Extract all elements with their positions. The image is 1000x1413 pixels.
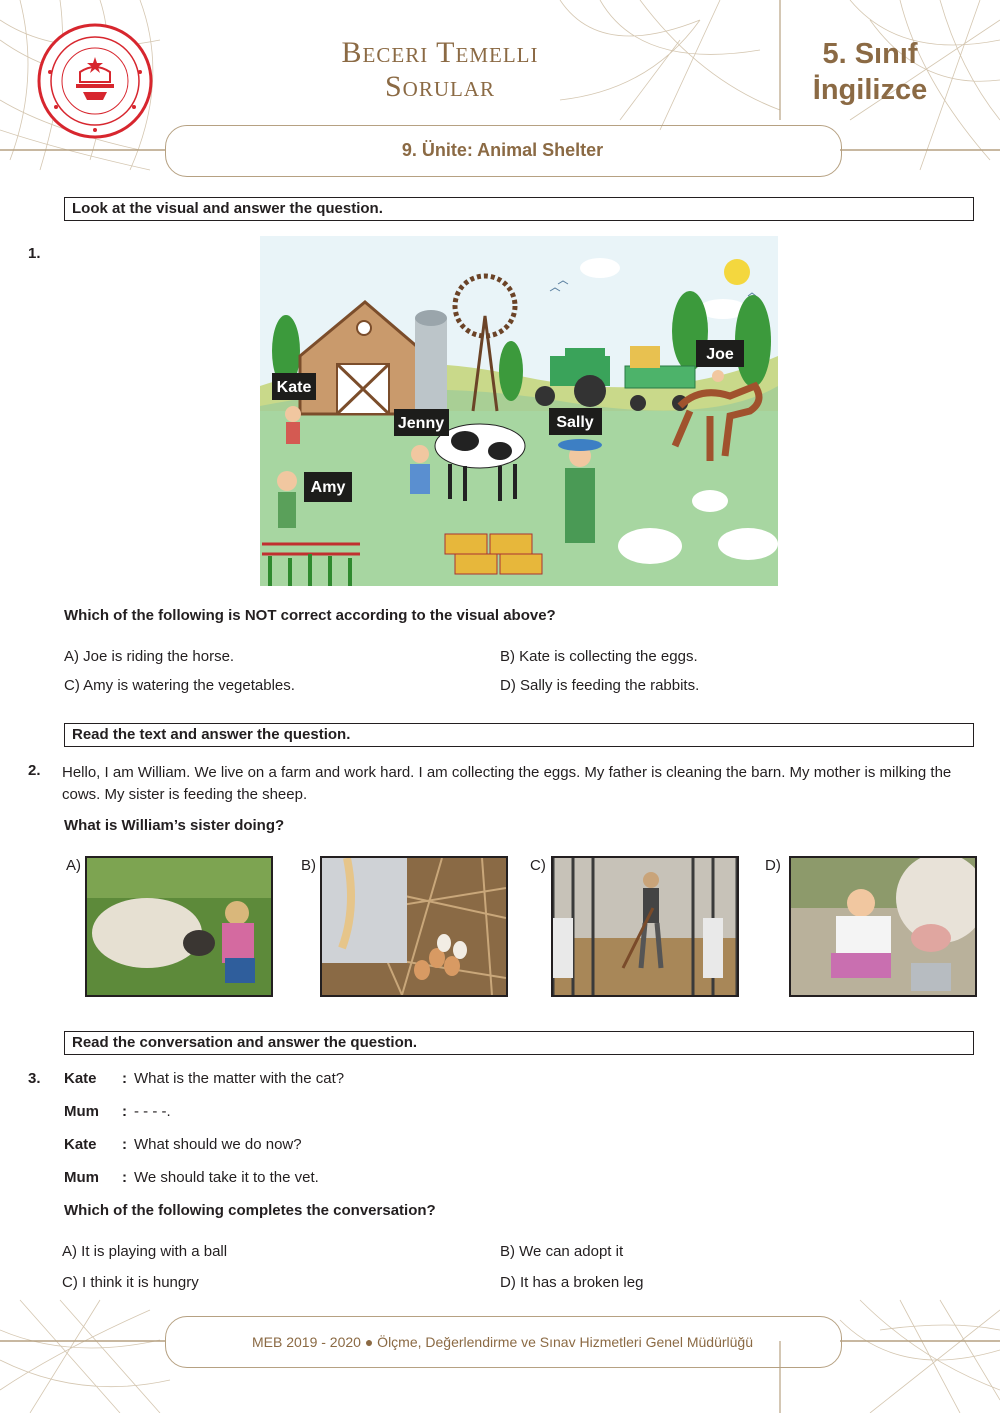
name-amy: Amy	[310, 479, 346, 496]
option-3d[interactable]: D) It has a broken leg	[500, 1274, 644, 1291]
option-3a[interactable]: A) It is playing with a ball	[62, 1243, 228, 1260]
colon-4: :	[122, 1169, 127, 1186]
photo-milking-cow[interactable]	[789, 856, 977, 997]
speaker-3: Kate	[64, 1136, 97, 1153]
colon-2: :	[122, 1103, 127, 1120]
question-number-2: 2.	[28, 762, 41, 779]
option-1a[interactable]: A) Joe is riding the horse.	[64, 648, 235, 665]
question-1-text: Which of the following is NOT correct according to the visual above?	[64, 607, 556, 624]
brand-line-2: Sorular	[384, 70, 496, 103]
grade-line-1: 5. Sınıf	[822, 38, 918, 70]
photo-label-b: B)	[301, 857, 316, 874]
option-1d[interactable]: D) Sally is feeding the rabbits.	[500, 677, 700, 694]
name-joe: Joe	[706, 346, 734, 363]
name-kate: Kate	[276, 379, 312, 396]
ministry-seal-logo	[36, 22, 154, 140]
option-1b[interactable]: B) Kate is collecting the eggs.	[500, 648, 698, 665]
colon-1: :	[122, 1070, 127, 1087]
footer-text: MEB 2019 - 2020 ● Ölçme, Değerlendirme ve Sınav Hizmetleri Genel Müdürlüğü	[251, 1334, 753, 1350]
speaker-1: Kate	[64, 1070, 97, 1087]
brand-line-1: Beceri Temelli	[341, 36, 539, 69]
sun-icon	[724, 259, 750, 285]
unit-title: 9. Ünite: Animal Shelter	[401, 140, 604, 160]
photo-label-d: D)	[765, 857, 781, 874]
option-3b[interactable]: B) We can adopt it	[500, 1243, 624, 1260]
farm-illustration	[260, 236, 778, 586]
question-2-text: What is William’s sister doing?	[64, 817, 285, 834]
name-sally: Sally	[556, 414, 594, 431]
grade-title	[790, 36, 950, 108]
colon-3: :	[122, 1136, 127, 1153]
line-3: What should we do now?	[134, 1136, 302, 1153]
instruction-box-3: Read the conversation and answer the question.	[64, 1031, 974, 1055]
question-3-text: Which of the following completes the conversation?	[64, 1202, 436, 1219]
photo-girl-feeding-sheep[interactable]	[85, 856, 273, 997]
photo-label-c: C)	[530, 857, 546, 874]
brand-title	[300, 36, 580, 104]
photo-label-a: A)	[66, 857, 81, 874]
line-1: What is the matter with the cat?	[134, 1070, 345, 1087]
name-jenny: Jenny	[397, 415, 445, 432]
line-4: We should take it to the vet.	[134, 1169, 319, 1186]
photo-cleaning-barn[interactable]	[551, 856, 739, 997]
instruction-box-1: Look at the visual and answer the question.	[64, 197, 974, 221]
question-number-3: 3.	[28, 1070, 41, 1087]
grade-line-2: İngilizce	[812, 74, 928, 106]
question-number-1: 1.	[28, 245, 41, 262]
instruction-box-2: Read the text and answer the question.	[64, 723, 974, 747]
option-1c[interactable]: C) Amy is watering the vegetables.	[64, 677, 295, 694]
speaker-4: Mum	[64, 1169, 99, 1186]
line-2: - - - -.	[134, 1103, 171, 1120]
photo-collecting-eggs[interactable]	[320, 856, 508, 997]
option-3c[interactable]: C) I think it is hungry	[62, 1274, 199, 1291]
question-2-passage: Hello, I am William. We live on a farm and work hard. I am collecting the eggs. My father is cleaning the barn. My mother is milking the cows. My sister is feeding the sheep.	[62, 764, 952, 803]
speaker-2: Mum	[64, 1103, 99, 1120]
